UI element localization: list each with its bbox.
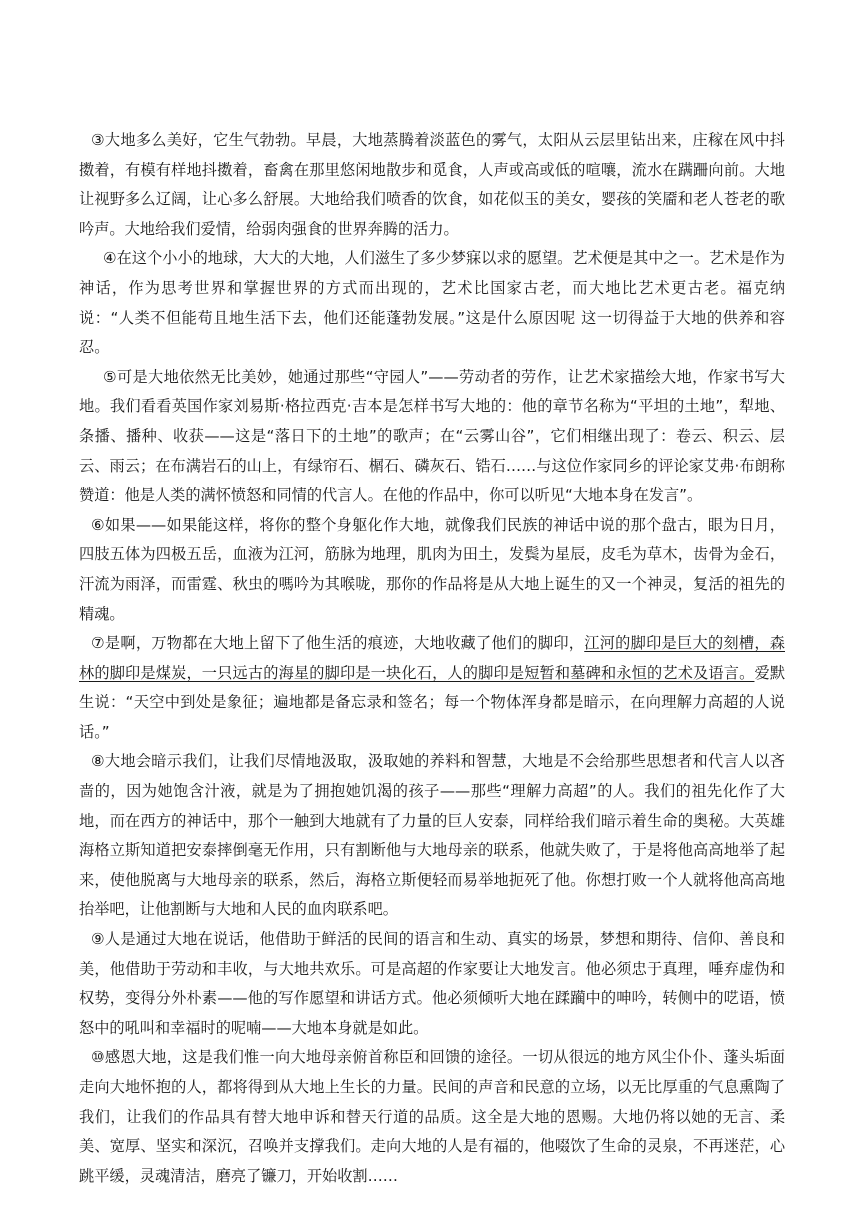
paragraph-10: ⑩感恩大地，这是我们惟一向大地母亲俯首称臣和回馈的途径。一切从很远的地方风尘仆仆、蓬头垢面走向大地怀抱的人，都将得到从大地上生长的力量。民间的声音和民意的立场，以无比厚重的气息熏陶了我们，让我们的作品具有替大地申诉和替天行道的品质。这全是大地的恩赐。大地仍将以她的无言、柔美、宽厚、坚实和深沉，召唤并支撑我们。走向大地的人是有福的，他啜饮了生命的灵泉，不再迷茫，心跳平缓，灵魂清洁，磨亮了镰刀，开始收割…… <box>79 1048 785 1185</box>
paragraph-6: ⑥如果——如果能这样，将你的整个身躯化作大地，就像我们民族的神话中说的那个盘古，眼为日月，四肢五体为四极五岳，血液为江河，筋脉为地理，肌肉为田土，发鬓为星辰，皮毛为草木，齿骨为金石，汗流为雨泽，而雷霆、秋虫的嗎吟为其喉咙，那你的作品将是从大地上诞生的又一个神灵，复活的祖先的精魂。 <box>79 515 785 623</box>
paragraph-9: ⑨人是通过大地在说话，他借助于鲜活的民间的语言和生动、真实的场景，梦想和期待、信仰、善良和美，他借助于劳动和丰收，与大地共欢乐。可是高超的作家要让大地发言。他必须忠于真理，唾弃虚伪和权势，变得分外朴素——他的写作愿望和讲话方式。他必须倾听大地在蹂躏中的呻吟，转侧中的呓语，愤怒中的吼叫和幸福时的呢喃——大地本身就是如此。 <box>79 930 785 1037</box>
paragraph-8: ⑧大地会暗示我们，让我们尽情地汲取，汲取她的养料和智慧，大地是不会给那些思想者和代言人以吝啬的，因为她饱含汁液，就是为了拥抱她饥渴的孩子——那些“理解力高超”的人。我们的祖先化作了大地，而在西方的神话中，那个一触到大地就有了力量的巨人安泰，同样给我们暗示着生命的奥秘。大英雄海格立斯知道把安泰摔倒毫无作用，只有割断他与大地母亲的联系，他就失败了，于是将他高高地举了起来，使他脱离与大地母亲的联系，然后，海格立斯便轻而易举地扼死了他。你想打败一个人就将他高高地抬举吧，让他割断与大地和人民的血肉联系吧。 <box>79 752 785 919</box>
paragraph-7-quote: 爱默生说：“天空中到处是象征；遍地都是备忘录和签名；每一个物体浑身都是暗示，在向理解力高超的人说话。” <box>79 663 786 741</box>
article-body <box>79 126 785 1191</box>
underlined-sentence: 江河的脚印是巨大的刻槽，森林的脚印是煤炭，一只远古的海星的脚印是一块化石，人的脚印是短暂和墓碑和永恒的艺术及语言。 <box>79 634 785 682</box>
paragraph-7-intro: ⑦是啊，万物都在大地上留下了他生活的痕迹，大地收藏了他们的脚印， <box>91 634 585 653</box>
paragraph-3: ③大地多么美好，它生气勃勃。早晨，大地蒸腾着淡蓝色的雾气，太阳从云层里钻出来，庄稼在风中抖擞着，有模有样地抖擞着，畜禽在那里悠闲地散步和觅食，人声或高或低的喧嚷，流水在蹒跚向前。大地让视野多么辽阔，让心多么舒展。大地给我们喷香的饮食，如花似玉的美女，婴孩的笑靥和老人苍老的歌吟声。大地给我们爱情，给弱肉强食的世界奔腾的活力。 <box>79 131 785 238</box>
paragraph-5: ⑤可是大地依然无比美妙，她通过那些“守园人”——劳动者的劳作，让艺术家描绘大地，作家书写大地。我们看看英国作家刘易斯·格拉西克·吉本是怎样书写大地的：他的章节名称为“平坦的土地”，犁地、条播、播种、收获——这是“落日下的土地”的歌声；在“云雾山谷”，它们相继出现了：卷云、积云、层云、雨云；在布满岩石的山上，有绿帘石、榍石、磷灰石、锆石……与这位作家同乡的评论家艾弗·布朗称赞道：他是人类的满怀愤怒和同情的代言人。在他的作品中，你可以听见“大地本身在发言”。 <box>79 367 785 505</box>
paragraph-4: ④在这个小小的地球，大大的大地，人们滋生了多少梦寐以求的愿望。艺术便是其中之一。艺术是作为神话，作为思考世界和掌握世界的方式而出现的，艺术比国家古老，而大地比艺术更古老。福克纳说：“人类不但能苟且地生活下去，他们还能蓬勃发展。”这是什么原因呢 这一切得益于大地的供养和容忍。 <box>79 249 785 357</box>
paragraph-7 <box>79 629 785 747</box>
